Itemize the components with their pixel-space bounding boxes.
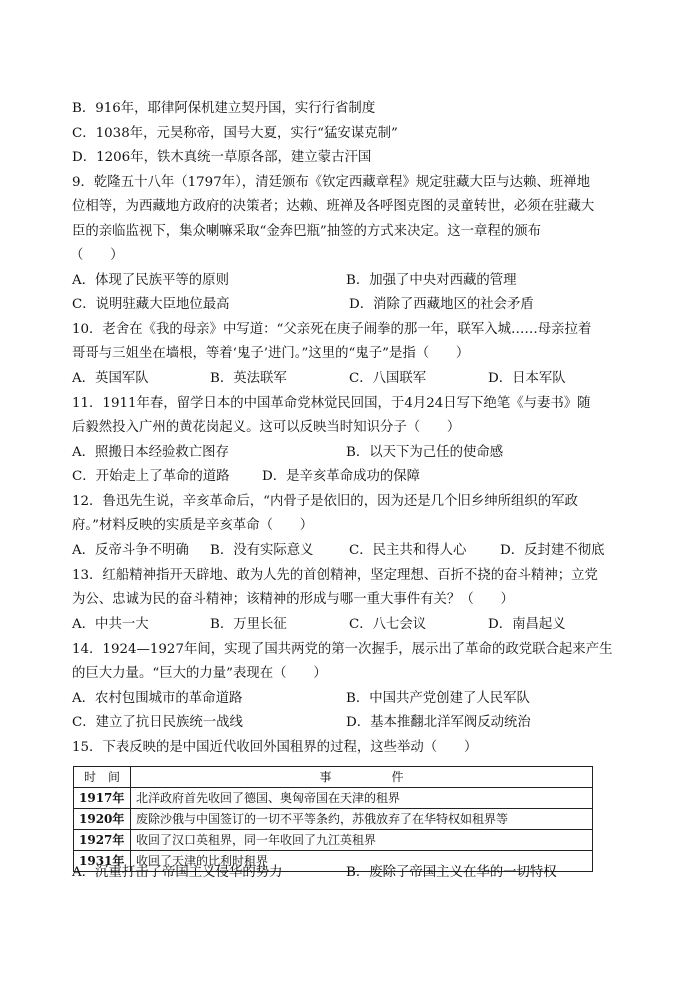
- q12-option-b: B．没有实际意义: [210, 543, 314, 558]
- table-header-time: 时 间: [74, 767, 131, 788]
- q9-option-a: A．体现了民族平等的原则: [72, 273, 229, 288]
- q9-option-c: C．说明驻藏大臣地位最高: [72, 297, 230, 312]
- q11-stem-line-1: 11．1911年春，留学日本的中国革命党林觉民回国，于4月24日写下绝笔《与妻书》随: [72, 396, 591, 411]
- table-cell-year: 1920年: [74, 809, 131, 830]
- q13-option-d: D．南昌起义: [488, 617, 566, 632]
- q9-stem-line-1: 9．乾隆五十八年（1797年），清廷颁布《钦定西藏章程》规定驻藏大臣与达赖、班禅地: [72, 175, 590, 190]
- q13-stem-line-2: 为公、忠诚为民的奋斗精神；该精神的形成与哪一重大事件有关？（ ）: [72, 592, 514, 607]
- q15-option-a: A．沉重打击了帝国主义侵华的势力: [72, 865, 283, 880]
- q11-stem-line-2: 后毅然投入广州的黄花岗起义。这可以反映当时知识分子（ ）: [72, 420, 461, 435]
- table-row: [74, 830, 593, 851]
- q13-options-row: [72, 616, 632, 634]
- q13-stem-line-1: 13．红船精神指开天辟地、敢为人先的首创精神，坚定理想、百折不挠的奋斗精神；立党: [72, 568, 598, 583]
- q8-option-c: C．1038年，元昊称帝，国号大夏，实行“猛安谋克制”: [72, 126, 398, 141]
- q9-options-row-1: [72, 272, 632, 290]
- q12-option-d: D．反封建不彻底: [500, 543, 605, 558]
- q10-option-d: D．日本军队: [488, 371, 566, 386]
- q14-stem-line-1: 14．1924—1927年间，实现了国共两党的第一次握手，展示出了革命的政党联合起来产生: [72, 642, 613, 657]
- q12-stem-line-2: 府。”材料反映的实质是辛亥革命（ ）: [72, 518, 314, 533]
- q13-option-c: C．八七会议: [349, 617, 427, 632]
- q13-option-a: A．中共一大: [72, 617, 149, 632]
- q14-options-row-2: [72, 714, 632, 732]
- q11-option-a: A．照搬日本经验救亡图存: [72, 445, 229, 460]
- table-cell-year: 1917年: [74, 788, 131, 809]
- q14-stem-line-2: 的巨大力量。“巨大的力量”表现在（ ）: [72, 666, 327, 681]
- table-cell-event: 收回了天津的比利时租界: [131, 851, 593, 872]
- q14-option-c: C．建立了抗日民族统一战线: [72, 715, 243, 730]
- q10-stem-line-2: 哥哥与三姐坐在墙根，等着‘鬼子’进门。”这里的“鬼子”是指（ ）: [72, 346, 470, 361]
- q9-answer-blank: （ ）: [70, 248, 124, 263]
- table-header-row: [74, 767, 593, 788]
- q11-options-row-1: [72, 444, 632, 462]
- table-cell-event: 收回了汉口英租界，同一年收回了九江英租界: [131, 830, 593, 851]
- q9-option-d: D．消除了西藏地区的社会矛盾: [349, 297, 534, 312]
- q14-option-d: D．基本推翻北洋军阀反动统治: [346, 715, 531, 730]
- q13-option-b: B．万里长征: [210, 617, 287, 632]
- q11-option-c: C．开始走上了革命的道路: [72, 469, 230, 484]
- table-cell-event: 废除沙俄与中国签订的一切不平等条约，苏俄放弃了在华特权如租界等: [131, 809, 593, 830]
- q12-option-a: A．反帝斗争不明确: [72, 543, 189, 558]
- table-row: [74, 809, 593, 830]
- q14-option-b: B．中国共产党创建了人民军队: [346, 691, 530, 706]
- table-cell-year: 1927年: [74, 830, 131, 851]
- q12-stem-line-1: 12．鲁迅先生说，辛亥革命后，“内骨子是依旧的，因为还是几个旧乡绅所组织的军政: [72, 494, 578, 509]
- q15-options-row-1: [72, 864, 632, 882]
- q15-option-b: B．废除了帝国主义在华的一切特权: [346, 865, 557, 880]
- q9-option-b: B．加强了中央对西藏的管理: [346, 273, 517, 288]
- q10-option-b: B．英法联军: [210, 371, 287, 386]
- q9-options-row-2: [72, 296, 632, 314]
- q10-options-row: [72, 370, 632, 388]
- q8-option-d: D．1206年，铁木真统一草原各部，建立蒙古汗国: [72, 150, 372, 165]
- q12-options-row: [72, 542, 632, 560]
- q9-stem-line-3: 臣的亲临监视下，集众喇嘛采取“金奔巴瓶”抽签的方式来决定。这一章程的颁布: [72, 224, 541, 239]
- table-row: [74, 788, 593, 809]
- q15-stem-line-1: 15．下表反映的是中国近代收回外国租界的过程，这些举动（ ）: [72, 740, 478, 755]
- q12-option-c: C．民主共和得人心: [349, 543, 467, 558]
- q10-stem-line-1: 10．老舍在《我的母亲》中写道：“父亲死在庚子闹拳的那一年，联军入城……母亲拉着: [72, 322, 592, 337]
- concession-recovery-table: [73, 766, 593, 872]
- q14-option-a: A．农村包围城市的革命道路: [72, 691, 243, 706]
- q10-option-a: A．英国军队: [72, 371, 149, 386]
- q14-options-row-1: [72, 690, 632, 708]
- q9-stem-line-2: 位相等，为西藏地方政府的决策者；达赖、班禅及各呼图克图的灵童转世，必须在驻藏大: [72, 199, 595, 214]
- table-header-event: 事 件: [131, 767, 593, 788]
- q10-option-c: C．八国联军: [349, 371, 427, 386]
- q8-option-b: B．916年，耶律阿保机建立契丹国，实行行省制度: [72, 101, 376, 116]
- q11-option-b: B．以天下为己任的使命感: [346, 445, 504, 460]
- table-cell-event: 北洋政府首先收回了德国、奥匈帝国在天津的租界: [131, 788, 593, 809]
- table-cell-year: 1931年: [74, 851, 131, 872]
- q11-option-d: D．是辛亥革命成功的保障: [262, 469, 421, 484]
- q11-options-row-2: [72, 468, 632, 486]
